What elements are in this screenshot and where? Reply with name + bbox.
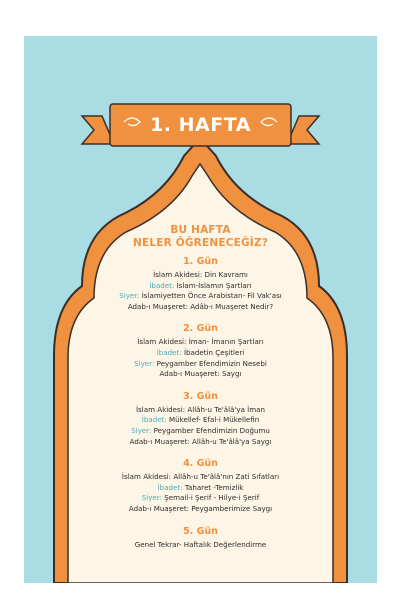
lesson-line [84,426,317,437]
lesson-line [84,337,317,348]
day-block [84,526,317,551]
day-block [84,323,317,379]
lesson-line [84,270,317,281]
day-title: 3. Gün [183,390,218,402]
headline-line-1: BU HAFTA [170,224,231,236]
day-block [84,256,317,312]
lesson-category: İbadet: [157,482,183,492]
lesson-topic: Şemail-i Şerif - Hilye-i Şerif [161,493,260,503]
lesson-line [84,504,317,515]
lesson-topic: Din Kavramı [202,270,248,279]
lesson-line [84,540,317,551]
lesson-category: Siyer: [134,358,155,368]
lesson-category: İslam Akidesi: [135,404,186,414]
day-title: 5. Gün [183,525,218,537]
lesson-line [84,369,317,380]
lesson-line [84,348,317,359]
lesson-category: İslam Akidesi: [121,472,172,482]
lesson-line [84,281,317,292]
lesson-topic: İslamiyetten Önce Arabistan- Fil Vak'ası [139,291,282,301]
weekly-plan [84,224,317,561]
lesson-topic: Allâh-u Te'âlâ'ya Saygı [189,436,272,446]
lesson-category: İbadet: [156,347,182,357]
lesson-line [84,415,317,426]
lesson-category: İbadet: [141,415,167,425]
day-title: 1. Gün [183,256,218,267]
lesson-topic: Peygamberimize Saygı [189,503,273,513]
lesson-line [84,483,317,494]
lesson-topic: İman- İmanın Şartları [186,337,264,347]
lesson-line [84,472,317,483]
day-title: 2. Gün [183,323,218,335]
headline [84,224,317,250]
day-block [84,391,317,447]
lesson-topic: İslam-İslamın Şartları [174,280,252,290]
lesson-category: Adab-ı Muaşeret: [128,503,190,513]
lesson-line [84,359,317,370]
lesson-topic: İbadetin Çeşitleri [181,347,245,357]
lesson-category: İslam Akidesi: [137,337,187,347]
lesson-category: Siyer: [141,493,162,503]
headline-line-2: NELER ÖĞRENECEĞİZ? [132,237,269,249]
lesson-category: Adab-ı Muaşeret: [159,369,220,379]
lesson-topic: Saygı [219,369,242,379]
lesson-category: Adab-ı Muaşeret: [127,301,189,311]
day-title: 4. Gün [183,458,218,470]
lesson-line [84,405,317,416]
lesson-topic: Taharet -Temizlik [182,482,244,492]
lesson-category: Siyer: [131,425,152,435]
lesson-topic: Peygamber Efendimizin Doğumu [151,425,270,435]
lesson-line [84,437,317,448]
day-block [84,458,317,514]
lesson-topic: Allâh-u Te'âlâ'ya İman [185,404,266,414]
lesson-category: Siyer: [119,291,140,301]
lesson-category: İbadet: [149,280,175,290]
lesson-category: İslam Akidesi: [153,270,203,279]
lesson-topic: Mükellef- Efal-i Mükellefin [166,415,260,425]
lesson-topic: Peygamber Efendimizin Nesebi [154,358,267,368]
lesson-line [84,493,317,504]
lesson-category: Adab-ı Muaşeret: [129,436,190,446]
lesson-topic: Allâh-u Te'âlâ'nın Zati Sıfatları [171,472,280,482]
lesson-line [84,302,317,313]
poster [24,36,377,583]
lesson-topic: Adâb-ı Muaşeret Nedir? [188,301,274,311]
banner-title: 1. HAFTA [150,114,251,136]
lesson-line [84,291,317,302]
lesson-topic: Genel Tekrar- Haftalık Değerlendirme [134,539,267,549]
